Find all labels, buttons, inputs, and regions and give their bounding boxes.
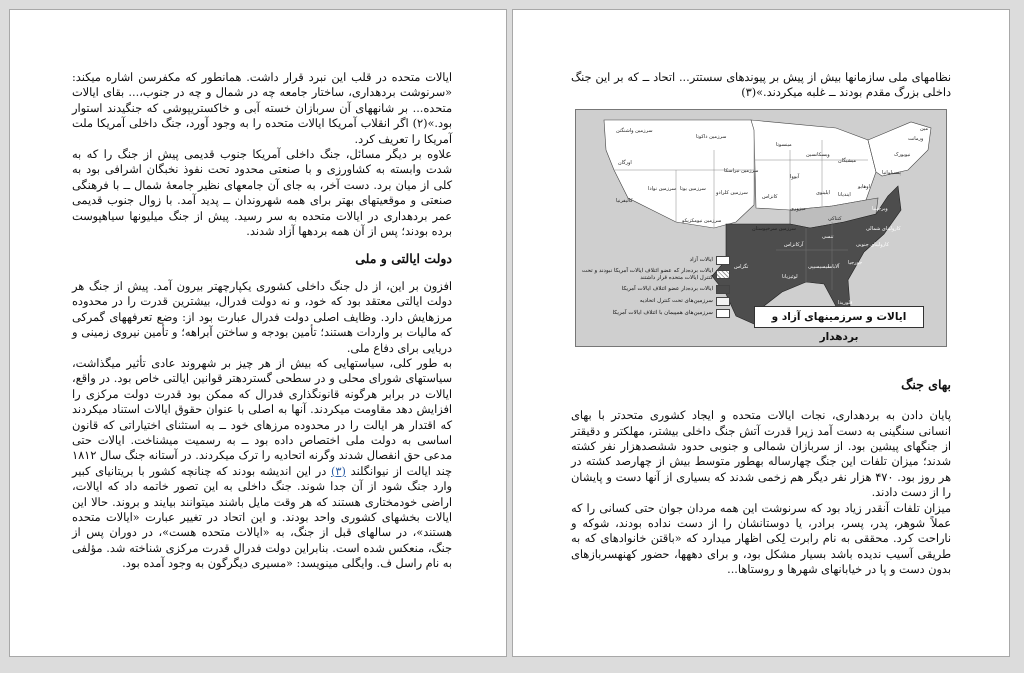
map-label: سرزمین نبراسکا [724, 167, 759, 174]
paragraph: میزان تلفات آنقدر زیاد بود که سرنوشت این همه مردان جوان حتی کسانی را که عملاً شوهر، پدر، پسر، برادر، یا دوستانشان را از دست نداده بودند، شوکه و ناراحت کرد. محققی به نام رابرت لِکی اظهار میدارد که «باقتن خانوادهای که به طریقی آسیب ندیده باشد بسیار مشکل بود، و برای دههها، حضور کهنهسربازهای بدون دست و پا در خیابانهای شهرها و روستاها... [571, 501, 951, 577]
legend-swatch [716, 297, 730, 306]
page-body [571, 70, 951, 578]
paragraph: افزون بر این، از دل جنگ داخلی کشوری یکپارچهتر بیرون آمد. پیش از جنگ هر دولت ایالتی معتقد بود که خود، و نه دولت فدرال، بیشترین قدرت را در محدوده مرزهایش دارد. وظایف اصلی دولت فدرال عبارت بود از: وضع تعرفههای گمرکی که مالیات بر واردات هستند؛ تأمین بودجه و ساختن آبراهه؛ و تأمین نیروی زمینی و دریایی برای دفاع ملی. [72, 279, 452, 355]
map-label: سرزمین یوتا [680, 185, 706, 192]
map-label: ایندیانا [838, 191, 851, 198]
map-label: میزوری [790, 205, 806, 212]
map-label: آیووا [790, 173, 800, 180]
legend-label: ایالات برده‌دار عضو ائتلاف ایالات آمریکا [621, 285, 713, 292]
map-label: ورمانت [908, 135, 924, 142]
footnote-link[interactable]: (۳) [330, 464, 346, 478]
map-label: لوئیزیانا [782, 273, 798, 280]
map-label: میسیسیپی [808, 263, 830, 270]
map-label: تگزاس [734, 263, 749, 270]
map-label: کارولینای جنوبی [856, 241, 890, 248]
map-label: آلاباما [828, 263, 840, 270]
legend-label: ایالات آزاد [689, 256, 713, 263]
map-label: سرزمین نوادا [648, 185, 676, 192]
paragraph: نظامهای ملی سازمانها بیش از پیش بر پیوندهای سستتر... اتحاد ــ که بر این جنگ داخلی بزرگ مقدم بودند ــ غلبه میکردند.»(۳) [571, 71, 951, 100]
map-label: ویرجینیا [872, 205, 888, 212]
map-label: فلوریدا [838, 299, 853, 306]
map-label: کارولینای شمالی [866, 225, 901, 232]
us-states-map-figure [575, 109, 947, 347]
paragraph: ایالات متحده در قلب این نبرد قرار داشت. همانطور که مکفرسن اشاره میکند: «سرنوشت بردهداری، ساختار جامعه چه در شمال و چه در جنوب،... بقای ایالات متحده... بر شانههای آن سربازان خسته آبی و خاکستریپوشی که جنگیدند استوار بود.»(۲) اگر انقلاب آمریکا ایالات متحده را به وجود آورد، جنگ داخلی آمریکا ملت آمریکا را تعریف کرد. [72, 71, 452, 146]
map-label: نیویورک [894, 151, 911, 158]
legend-item [582, 268, 730, 282]
legend-item [582, 309, 730, 318]
page-body [72, 70, 452, 572]
paragraph: پایان دادن به بردهداری، نجات ایالات متحده و ایجاد کشوری متحدتر با بهای انسانی سنگینی به دست آمد زیرا قدرت آتش جنگ داخلی بیشتر، مهلکتر و دقیقتر از جنگهای پیشین بود. از سربازان شمالی و جنوبی حدود ششصدهزار نفر کشته شدند؛ میزان تلفات این جنگ چهارساله بهطور متوسط بیش از چهارصد کشته در هر روز بود. ۴۷۰ هزار نفر دیگر هم زخمی شدند که بسیاری از آنها دست و پایشان را از دست دادند. [571, 409, 951, 500]
map-label: مین [920, 125, 928, 132]
map-label: کالیفرنیا [616, 197, 633, 204]
map-label: اورگان [618, 159, 632, 166]
document-page-right [512, 9, 1010, 657]
legend-item [582, 297, 730, 306]
legend-label: سرزمین‌های همپیمان با ائتلاف ایالات آمریکا [612, 309, 713, 316]
map-label: سرزمین کلرادو [716, 189, 748, 196]
map-label: سرزمین سرخپوستان [752, 225, 796, 232]
paragraph-text: در این اندیشه بودند که چنانچه کشور با بریتانیای کبیر وارد جنگ شود از آن جدا شوند. جنگ داخلی به این تصور خاتمه داد که ایالات، اراضی خودمختاری هستند که هر وقت مایل باشند میتوانند بیایند و بروند. حالا این ایالات بخشهای کشوری واحد بودند. و این اتحاد در تغییر عبارت «ایالات متحده هستند»، در سالهای قبل از جنگ، به «ایالات متحده هست»، در دوران پس از جنگ، منعکس شده است. بنابراین دولت فدرال قدرت مرکزی شناخته شد. مؤلفی به نام راسل ف. وایگلی مینویسد: «مسیری دیگرگون به وجود آمده بود. [72, 464, 452, 571]
legend-label: سرزمین‌های تحت کنترل اتحادیه [639, 297, 713, 304]
paragraph: علاوه بر دیگر مسائل، جنگ داخلی آمریکا جنوب قدیمی پیش از جنگ را که به شدت وابسته به کشاورزی و با صنعتی محدود تحت نفوذ نخبگان اشرافی بود به کلی از میان برد. دست آخر، به جای آن جامعهای نظیر جامعهٔ شمال ــ با فرهنگی صنعتی و موقعیتهای بهتر برای همه شهروندان ــ پدید آمد. با زوال جنوب قدیمی عمر بردهداری در ایالات متحده به سر رسید. پیش از جنگ میلیونها سیاهپوست برده بودند؛ پس از آن همه بردهها آزاد شدند. [72, 148, 452, 239]
legend-swatch [716, 270, 730, 279]
map-title: ایالات و سرزمینهای آزاد و بردهدار [754, 306, 924, 328]
map-label: اوهایو [858, 183, 870, 190]
legend-swatch [716, 309, 730, 318]
map-label: ویسکانسین [806, 151, 830, 158]
section-heading: بهای جنگ [901, 376, 951, 392]
map-label: سرزمین واشنگتن [616, 127, 653, 134]
map-label: ایلینوی [816, 189, 830, 196]
map-label: سرزمین نیومکزیکو [682, 217, 722, 224]
map-label: مینسوتا [776, 141, 792, 148]
paragraph [72, 356, 452, 572]
map-label: آرکانزاس [784, 241, 804, 248]
map-label: کنتاکی [828, 215, 842, 222]
legend-swatch [716, 285, 730, 294]
legend-item [582, 285, 730, 294]
map-label: تنسی [822, 233, 834, 240]
map-legend [582, 256, 730, 321]
map-label: سرزمین داکوتا [696, 133, 727, 140]
legend-label: ایالات برده‌دار که عضو ائتلاف ایالات آمریکا نبودند و تحت کنترل ایالات متحده قرار داشتند [582, 267, 713, 281]
map-label: کانزاس [762, 193, 778, 200]
document-page-left [9, 9, 507, 657]
legend-item [582, 256, 730, 265]
legend-swatch [716, 256, 730, 265]
section-heading: دولت ایالتی و ملی [355, 251, 452, 267]
map-label: پنسیلوانیا [882, 169, 901, 176]
paragraph-text: به طور کلی، سیاستهایی که بیش از هر چیز بر شهروند عادی تأثیر میگذاشت، سیاستهای شورای محلی و در سطحی گستردهتر قوانین ایالتی خاص بود. در واقع، ایالات در برابر هرگونه قانونگذاری فدرال که ممکن بود قدرت دولت مرکزی را افزایش دهد مقاومت میکردند. آنها به اصلی با عنوان حقوق ایالات استناد میکردند که اقتدار هر ایالت را در محدوده مرزهای خود ــ به استثنای اختیاراتی که قانون اساسی به دولت ملی اختصاص داده بود ــ به رسمیت میشناخت. ایالات حتی مدعی حق انفصال شدند وگرنه اتحادیه را ترک میکردند. در آستانه جنگ سال ۱۸۱۲ چند ایالت از نیوانگلند [72, 356, 452, 478]
map-label: جورجیا [848, 259, 863, 266]
map-label: میشیگان [838, 157, 857, 164]
